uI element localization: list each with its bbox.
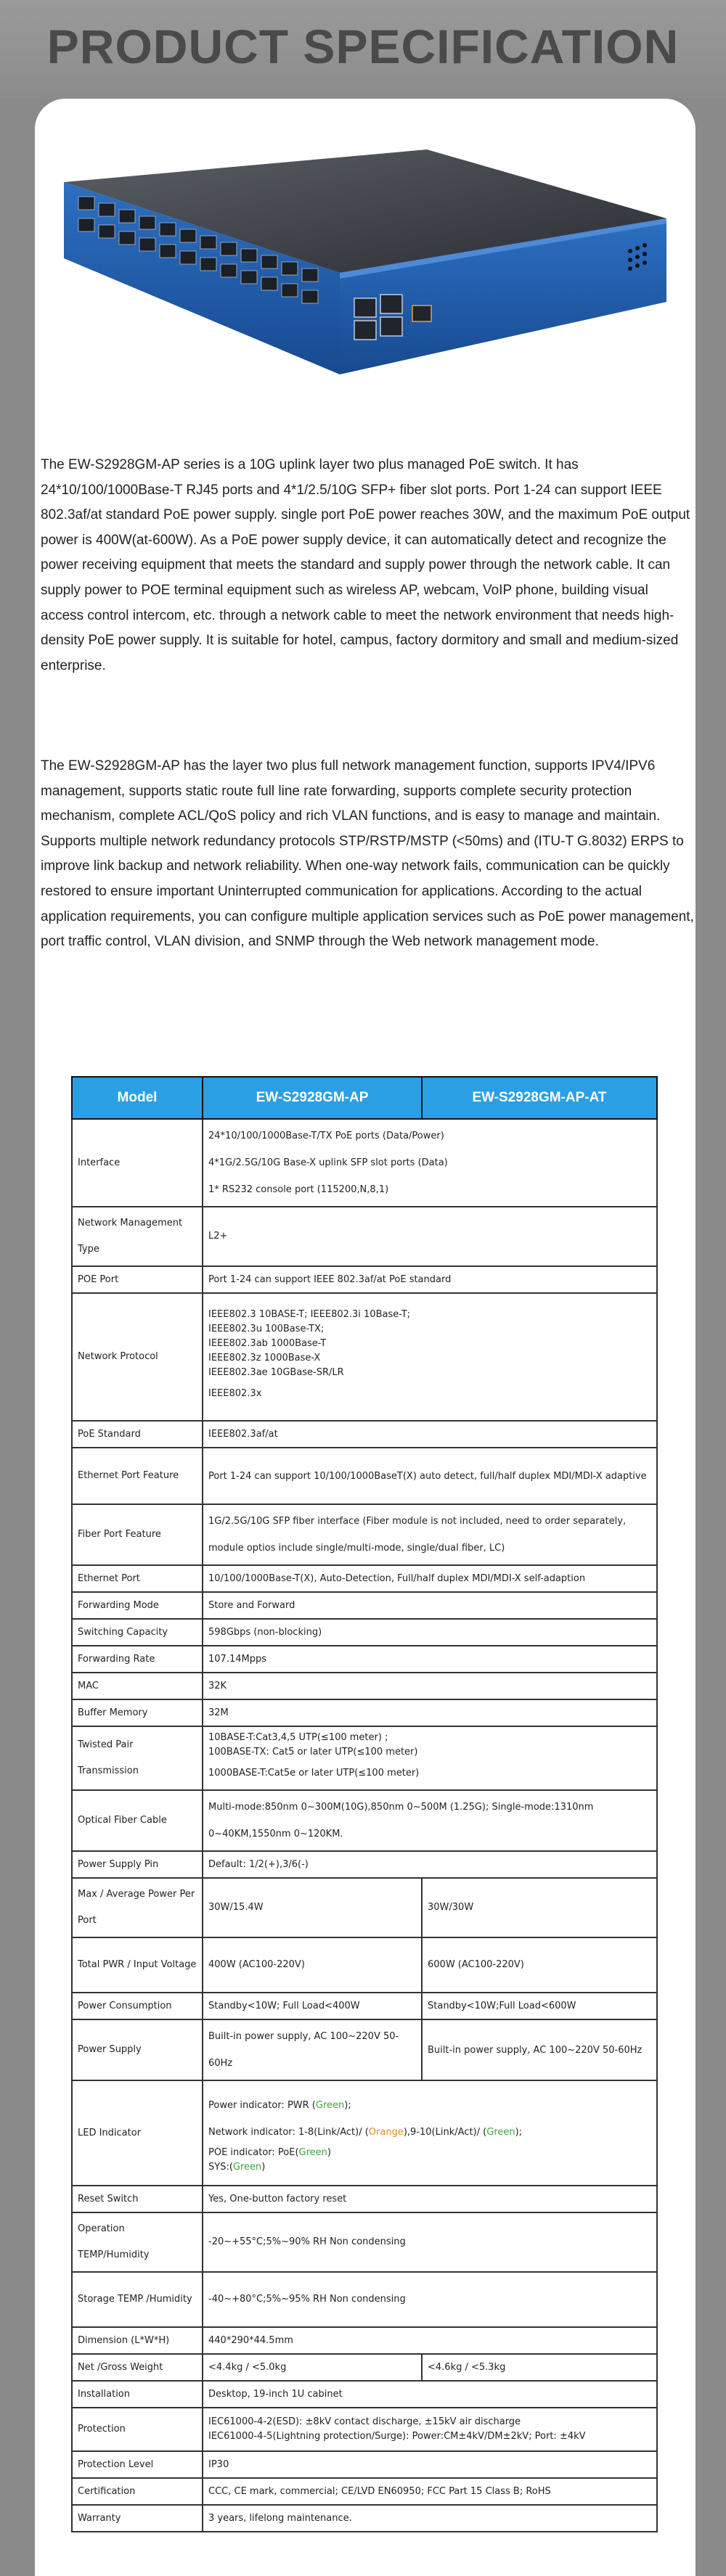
row-label: Buffer Memory bbox=[72, 1699, 203, 1726]
row-label: Installation bbox=[72, 2381, 203, 2408]
row-value-ap: <4.4kg / <5.0kg bbox=[203, 2354, 422, 2381]
table-row bbox=[72, 2272, 657, 2327]
row-label: Network Protocol bbox=[72, 1293, 203, 1421]
row-label: POE Port bbox=[72, 1266, 203, 1293]
table-row bbox=[72, 1937, 657, 1993]
table-row bbox=[72, 2478, 657, 2505]
table-row bbox=[72, 2019, 657, 2080]
row-value: Desktop, 19-inch 1U cabinet bbox=[203, 2381, 657, 2408]
row-label: Warranty bbox=[72, 2505, 203, 2532]
table-row bbox=[72, 2354, 657, 2381]
table-row bbox=[72, 1266, 657, 1293]
spec-table bbox=[71, 1076, 658, 2532]
row-value: CCC, CE mark, commercial; CE/LVD EN60950; FCC Part 15 Class B; RoHS bbox=[203, 2478, 657, 2505]
row-label: Forwarding Mode bbox=[72, 1592, 203, 1619]
header-model-ap: EW-S2928GM-AP bbox=[203, 1077, 422, 1119]
row-value-at: 30W/30W bbox=[422, 1878, 657, 1937]
table-row bbox=[72, 1993, 657, 2019]
row-value: Store and Forward bbox=[203, 1592, 657, 1619]
table-row bbox=[72, 2327, 657, 2354]
row-value: 3 years, lifelong maintenance. bbox=[203, 2505, 657, 2532]
description-paragraph-2: The EW-S2928GM-AP has the layer two plus full network management function, supports IPV4/IPV6 management, supports static route full line rate forwarding, supports complete security protection mechanism, complete ACL/QoS policy and rich VLAN functions, and is easy to manage and maintain. Supports multiple network redundancy protocols STP/RSTP/MSTP (<50ms) and (ITU-T G.8032) ERPS to improve link backup and network reliability. When one-way network fails, communication can be quickly restored to ensure important Uninterrupted communication for applications. According to the actual application requirements, you can configure multiple application services such as PoE power management, port traffic control, VLAN division, and SNMP through the Web network management mode. bbox=[41, 758, 694, 950]
table-row bbox=[72, 1699, 657, 1726]
table-row bbox=[72, 1726, 657, 1790]
row-label: Twisted Pair Transmission bbox=[72, 1726, 203, 1790]
row-value: 10/100/1000Base-T(X), Auto-Detection, Full/half duplex MDI/MDI-X self-adaption bbox=[203, 1565, 657, 1592]
row-value: 32K bbox=[203, 1673, 657, 1699]
table-row bbox=[72, 1619, 657, 1646]
row-value-at: Built-in power supply, AC 100~220V 50-60Hz bbox=[422, 2019, 657, 2080]
row-value-ap: 400W (AC100-220V) bbox=[203, 1937, 422, 1993]
row-label: PoE Standard bbox=[72, 1421, 203, 1448]
row-value: 107.14Mpps bbox=[203, 1646, 657, 1673]
product-image bbox=[64, 128, 666, 432]
row-value: IEEE802.3 10BASE-T; IEEE802.3i 10Base-T; IEEE802.3u 100Base-TX; IEEE802.3ab 1000Base-T IEEE802.3z 1000Base-X IEEE802.3ae 10GBase-SR/LR IEEE802.3x bbox=[203, 1293, 657, 1421]
table-row bbox=[72, 1592, 657, 1619]
row-value: Yes, One-button factory reset bbox=[203, 2186, 657, 2212]
row-label: Protection bbox=[72, 2408, 203, 2451]
row-value: IEC61000-4-2(ESD): ±8kV contact discharge, ±15kV air discharge IEC61000-4-5(Lightning protection/Surge): Power:CM±4kV/DM±2kV; Port: ±4kV bbox=[203, 2408, 657, 2451]
row-label: Power Supply Pin bbox=[72, 1851, 203, 1878]
row-value: 24*10/100/1000Base-T/TX PoE ports (Data/Power) 4*1G/2.5G/10G Base-X uplink SFP slot ports (Data) 1* RS232 console port (115200,N,8,1) bbox=[203, 1119, 657, 1207]
row-value: Default: 1/2(+),3/6(-) bbox=[203, 1851, 657, 1878]
table-row bbox=[72, 2451, 657, 2478]
row-value: 440*290*44.5mm bbox=[203, 2327, 657, 2354]
table-row bbox=[72, 1448, 657, 1504]
row-value: 32M bbox=[203, 1699, 657, 1726]
row-label: Power Supply bbox=[72, 2019, 203, 2080]
row-value: Port 1-24 can support 10/100/1000BaseT(X) auto detect, full/half duplex MDI/MDI-X adaptive bbox=[203, 1448, 657, 1504]
row-value: 10BASE-T:Cat3,4,5 UTP(≤100 meter) ; 100BASE-TX: Cat5 or later UTP(≤100 meter) 1000BASE-T:Cat5e or later UTP(≤100 meter) bbox=[203, 1726, 657, 1790]
row-label: Certification bbox=[72, 2478, 203, 2505]
table-row bbox=[72, 2186, 657, 2212]
row-value: -40~+80°C;5%~95% RH Non condensing bbox=[203, 2272, 657, 2327]
table-row bbox=[72, 1207, 657, 1266]
row-label: Forwarding Rate bbox=[72, 1646, 203, 1673]
row-label: Operation TEMP/Humidity bbox=[72, 2212, 203, 2272]
row-value-at: 600W (AC100-220V) bbox=[422, 1937, 657, 1993]
table-row bbox=[72, 2212, 657, 2272]
row-value-ap: 30W/15.4W bbox=[203, 1878, 422, 1937]
row-label: Fiber Port Feature bbox=[72, 1504, 203, 1565]
header-model-at: EW-S2928GM-AP-AT bbox=[422, 1077, 657, 1119]
row-label: Switching Capacity bbox=[72, 1619, 203, 1646]
row-value: Power indicator: PWR (Green); Network indicator: 1-8(Link/Act)/ (Orange),9-10(Link/Act)/ (Green); POE indicator: PoE(Green) SYS:(Green) bbox=[203, 2080, 657, 2186]
page-header bbox=[0, 0, 726, 98]
row-value-ap: Standby<10W; Full Load<400W bbox=[203, 1993, 422, 2019]
table-row bbox=[72, 1293, 657, 1421]
table-row bbox=[72, 2408, 657, 2451]
table-row bbox=[72, 1878, 657, 1937]
table-row bbox=[72, 1504, 657, 1565]
row-label: Network Management Type bbox=[72, 1207, 203, 1266]
row-label: Reset Switch bbox=[72, 2186, 203, 2212]
row-label: Protection Level bbox=[72, 2451, 203, 2478]
table-row bbox=[72, 1119, 657, 1207]
table-row bbox=[72, 1673, 657, 1699]
row-value: IP30 bbox=[203, 2451, 657, 2478]
row-value-at: <4.6kg / <5.3kg bbox=[422, 2354, 657, 2381]
row-value: L2+ bbox=[203, 1207, 657, 1266]
table-header-row bbox=[72, 1077, 657, 1119]
row-label: Storage TEMP /Humidity bbox=[72, 2272, 203, 2327]
row-value: IEEE802.3af/at bbox=[203, 1421, 657, 1448]
row-label: Optical Fiber Cable bbox=[72, 1790, 203, 1851]
header-model: Model bbox=[72, 1077, 203, 1119]
table-row bbox=[72, 2080, 657, 2186]
row-value-at: Standby<10W;Full Load<600W bbox=[422, 1993, 657, 2019]
row-value: Multi-mode:850nm 0~300M(10G),850nm 0~500M (1.25G); Single-mode:1310nm 0~40KM,1550nm 0~120KM. bbox=[203, 1790, 657, 1851]
description-paragraph-1: The EW-S2928GM-AP series is a 10G uplink layer two plus managed PoE switch. It has 24*10/100/1000Base-T RJ45 ports and 4*1/2.5/10G SFP+ fiber slot ports. Port 1-24 can support IEEE 802.3af/at standard PoE power supply. single port PoE power reaches 30W, and the maximum PoE output power is 400W(at-600W). As a PoE power supply device, it can automatically detect and recognize the power receiving equipment that meets the standard and supply power through the network cable. It can supply power to POE terminal equipment such as wireless AP, webcam, VoIP phone, building visual access control intercom, etc. through a network cable to meet the network environment that needs high-density PoE power supply. It is suitable for hotel, campus, factory dormitory and small and medium-sized enterprise. bbox=[41, 457, 690, 673]
row-value: Port 1-24 can support IEEE 802.3af/at PoE standard bbox=[203, 1266, 657, 1293]
row-label: Dimension (L*W*H) bbox=[72, 2327, 203, 2354]
page-title: PRODUCT SPECIFICATION bbox=[46, 20, 680, 73]
row-label: Net /Gross Weight bbox=[72, 2354, 203, 2381]
row-label: MAC bbox=[72, 1673, 203, 1699]
row-value: 598Gbps (non-blocking) bbox=[203, 1619, 657, 1646]
table-row bbox=[72, 2505, 657, 2532]
row-label: Ethernet Port Feature bbox=[72, 1448, 203, 1504]
row-label: Power Consumption bbox=[72, 1993, 203, 2019]
table-row bbox=[72, 1851, 657, 1878]
table-row bbox=[72, 2381, 657, 2408]
table-row bbox=[72, 1565, 657, 1592]
row-value: -20~+55°C;5%~90% RH Non condensing bbox=[203, 2212, 657, 2272]
content-card bbox=[35, 99, 696, 2576]
row-label: Ethernet Port bbox=[72, 1565, 203, 1592]
row-value: 1G/2.5G/10G SFP fiber interface (Fiber module is not included, need to order separately, module optios include single/multi-mode, single/dual fiber, LC) bbox=[203, 1504, 657, 1565]
table-row bbox=[72, 1421, 657, 1448]
row-label: Total PWR / Input Voltage bbox=[72, 1937, 203, 1993]
row-label: Interface bbox=[72, 1119, 203, 1207]
row-label: Max / Average Power Per Port bbox=[72, 1878, 203, 1937]
table-row bbox=[72, 1646, 657, 1673]
row-value-ap: Built-in power supply, AC 100~220V 50-60Hz bbox=[203, 2019, 422, 2080]
row-label: LED Indicator bbox=[72, 2080, 203, 2186]
table-row bbox=[72, 1790, 657, 1851]
switch-illustration bbox=[64, 128, 666, 432]
